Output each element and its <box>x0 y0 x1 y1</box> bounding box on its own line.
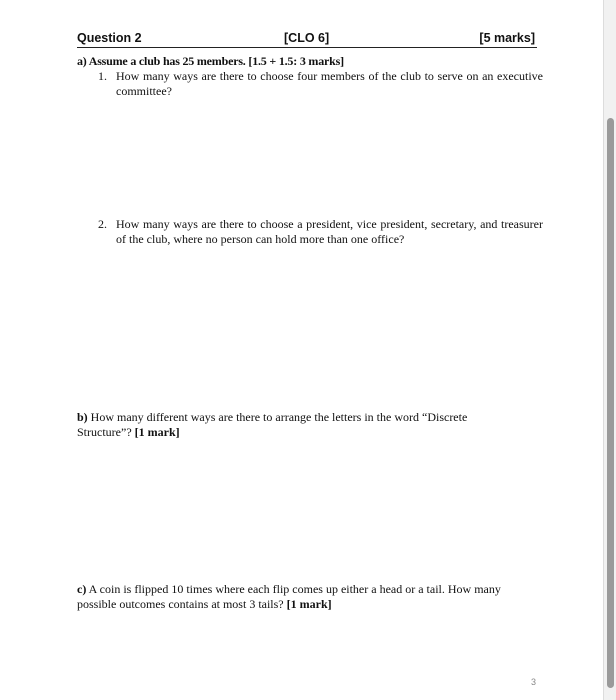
vertical-scrollbar[interactable] <box>603 0 616 700</box>
item-number: 1. <box>98 69 107 83</box>
part-c-question <box>77 582 517 612</box>
item-text: How many ways are there to choose four members of the club to serve on an executive committee? <box>116 69 543 98</box>
part-b-label: b) <box>77 410 88 424</box>
part-c-marks: [1 mark] <box>286 597 332 611</box>
question-label: Question 2 <box>77 31 142 45</box>
marks-label: [5 marks] <box>479 31 535 45</box>
item-text: How many ways are there to choose a president, vice president, secretary, and treasurer of the club, where no person can hold more than one office? <box>116 217 543 246</box>
part-a-item-1 <box>98 69 543 99</box>
part-b-text: How many different ways are there to arrange the letters in the word “Discrete Structure”? <box>77 410 468 439</box>
page-number: 3 <box>531 677 537 687</box>
part-c-text: A coin is flipped 10 times where each flip comes up either a head or a tail. How many possible outcomes contains at most 3 tails? <box>77 582 501 611</box>
scrollbar-thumb[interactable] <box>607 118 614 688</box>
part-b-marks: [1 mark] <box>134 425 180 439</box>
item-number: 2. <box>98 217 107 231</box>
part-c-label: c) <box>77 582 87 596</box>
clo-label: [CLO 6] <box>284 31 330 45</box>
part-b-question <box>77 410 507 440</box>
question-header <box>77 30 537 48</box>
part-a-title: a) Assume a club has 25 members. [1.5 + 1.5: 3 marks] <box>77 54 344 68</box>
part-a-item-2 <box>98 217 543 247</box>
